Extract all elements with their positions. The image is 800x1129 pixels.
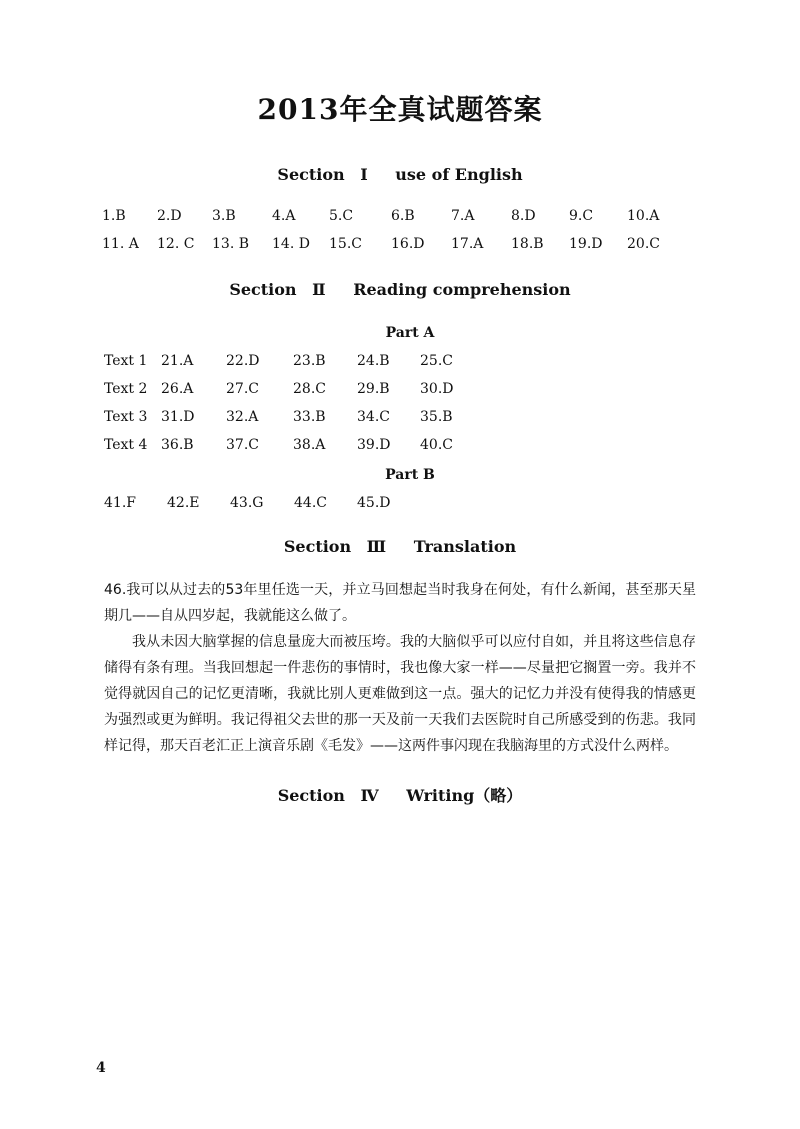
text-label: Text 2: [104, 381, 148, 397]
answer-item: 8.D: [511, 208, 536, 224]
answer-item: 28.C: [293, 381, 326, 397]
section-2-number: Ⅱ: [312, 280, 326, 299]
section-2-name: Reading comprehension: [353, 280, 571, 299]
text-label: Text 4: [104, 437, 148, 453]
answer-item: 24.B: [357, 353, 390, 369]
answer-item: 26.A: [161, 381, 194, 397]
translation-paragraph-1: 46.我可以从过去的53年里任选一天，并立马回想起当时我身在何处，有什么新闻，甚至那天星期几——自从四岁起，我就能这么做了。: [104, 582, 696, 624]
answer-item: 3.B: [212, 208, 236, 224]
part-b-heading: Part B: [385, 467, 435, 483]
section-1-answers-row-1: [0, 208, 800, 228]
answer-item: 41.F: [104, 495, 136, 511]
answer-item: 15.C: [329, 236, 362, 252]
section-3-name: Translation: [413, 537, 517, 556]
text-label: Text 3: [104, 409, 148, 425]
answer-item: 34.C: [357, 409, 390, 425]
page-title: 2013年全真试题答案: [257, 93, 543, 126]
section-3-label: Section: [283, 537, 352, 556]
answer-item: 37.C: [226, 437, 259, 453]
section-1-answers-row-2: [0, 236, 800, 256]
answer-item: 21.A: [161, 353, 194, 369]
section-1-label: Section: [277, 165, 345, 184]
section-4-name: Writing（略）: [406, 786, 523, 805]
section-1-heading: [0, 165, 800, 184]
answer-item: 29.B: [357, 381, 390, 397]
section-2-label: Section: [229, 280, 297, 299]
answer-item: 9.C: [569, 208, 594, 224]
page-number: 4: [96, 1060, 106, 1076]
answer-item: 13. B: [212, 236, 250, 252]
answer-item: 2.D: [157, 208, 182, 224]
answer-item: 17.A: [451, 236, 484, 252]
answer-item: 32.A: [226, 409, 259, 425]
answer-item: 22.D: [226, 353, 260, 369]
answer-item: 42.E: [167, 495, 200, 511]
answer-item: 39.D: [357, 437, 391, 453]
answer-item: 43.G: [230, 495, 264, 511]
section-3-heading: [0, 537, 800, 556]
answer-item: 1.B: [102, 208, 126, 224]
answer-item: 6.B: [391, 208, 415, 224]
answer-item: 31.D: [161, 409, 195, 425]
part-a-row-4: [0, 437, 800, 457]
answer-item: 25.C: [420, 353, 453, 369]
answer-item: 23.B: [293, 353, 326, 369]
part-a-row-2: [0, 381, 800, 401]
text-label: Text 1: [104, 353, 148, 369]
section-2-heading: [0, 280, 800, 299]
section-4-heading: [0, 783, 800, 806]
part-a-row-3: [0, 409, 800, 429]
answer-item: 38.A: [293, 437, 326, 453]
answer-item: 40.C: [420, 437, 453, 453]
part-a-heading: Part A: [385, 325, 435, 341]
answer-item: 18.B: [511, 236, 544, 252]
answer-item: 19.D: [569, 236, 603, 252]
section-4-number: Ⅳ: [360, 786, 379, 805]
section-4-label: Section: [277, 786, 345, 805]
answer-item: 20.C: [627, 236, 660, 252]
section-1-name: use of English: [395, 165, 523, 184]
answer-item: 12. C: [157, 236, 195, 252]
part-a-row-1: [0, 353, 800, 373]
answer-item: 30.D: [420, 381, 454, 397]
translation-paragraph-2: 我从未因大脑掌握的信息量庞大而被压垮。我的大脑似乎可以应付自如，并且将这些信息存储得有条有理。当我回想起一件悲伤的事情时，我也像大家一样——尽量把它搁置一旁。我并不觉得就因自己的记忆更清晰，我就比别人更难做到这一点。强大的记忆力并没有使得我的情感更为强烈或更为鲜明。我记得祖父去世的那一天及前一天我们去医院时自己所感受到的伤悲。我同样记得，那天百老汇正上演音乐剧《毛发》——这两件事闪现在我脑海里的方式没什么两样。: [104, 634, 696, 754]
answer-item: 4.A: [272, 208, 296, 224]
answer-item: 16.D: [391, 236, 425, 252]
answer-item: 10.A: [627, 208, 660, 224]
answer-item: 14. D: [272, 236, 310, 252]
answer-item: 7.A: [451, 208, 475, 224]
answer-item: 11. A: [102, 236, 139, 252]
part-b-row: [0, 495, 800, 515]
answer-item: 45.D: [357, 495, 391, 511]
answer-item: 44.C: [294, 495, 327, 511]
answer-item: 5.C: [329, 208, 354, 224]
answer-item: 36.B: [161, 437, 194, 453]
section-1-number: Ⅰ: [360, 165, 368, 184]
answer-item: 35.B: [420, 409, 453, 425]
answer-item: 33.B: [293, 409, 326, 425]
section-3-number: Ⅲ: [366, 537, 387, 556]
answer-item: 27.C: [226, 381, 259, 397]
